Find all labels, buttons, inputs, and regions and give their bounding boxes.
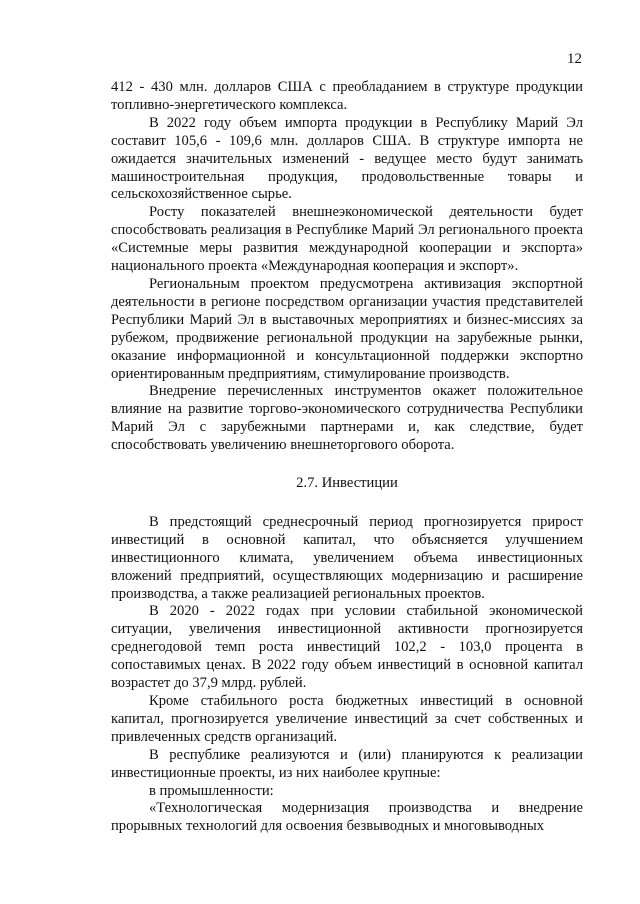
section-heading: 2.7. Инвестиции	[296, 475, 398, 492]
paragraph: В предстоящий среднесрочный период прогнозируется прирост инвестиций в основной капитал, что объясняется улучшением инвестиционного климата, увеличением объема инвестиционных вложений предприятий, осуществляющих модернизацию и расширение производства, а также реализацией региональных проектов.	[111, 513, 583, 602]
paragraph: В республике реализуются и (или) планируются к реализации инвестиционные проекты, из них наиболее крупные:	[111, 746, 583, 781]
paragraph: Внедрение перечисленных инструментов окажет положительное влияние на развитие торгово-экономического сотрудничества Республики Марий Эл с зарубежными партнерами и, как следствие, будет способствовать увеличению внешнеторгового оборота.	[111, 383, 583, 454]
paragraph: Кроме стабильного роста бюджетных инвестиций в основной капитал, прогнозируется увеличение инвестиций за счет собственных и привлеченных средств организаций.	[111, 693, 583, 745]
paragraph: В 2022 году объем импорта продукции в Республику Марий Эл составит 105,6 - 109,6 млн. долларов США. В структуре импорта не ожидается значительных изменений - ведущее место будут занимать машиностроительная продукция, продовольственные товары и сельскохозяйственное сырье.	[111, 114, 583, 203]
paragraph: Региональным проектом предусмотрена активизация экспортной деятельности в регионе посредством организации участия представителей Республики Марий Эл в выставочных мероприятиях и бизнес-миссиях за рубежом, продвижение региональной продукции на зарубежные рынки, оказание информационной и консультационной поддержки экспортно ориентированным предприятиям, стимулирование производств.	[111, 275, 583, 382]
paragraph: Росту показателей внешнеэкономической деятельности будет способствовать реализация в Республике Марий Эл регионального проекта «Системные меры развития международной кооперации и экспорта» национального проекта «Международная кооперация и экспорт».	[111, 204, 583, 275]
paragraph: «Технологическая модернизация производства и внедрение прорывных технологий для освоения безвыводных и многовыводных	[111, 800, 583, 835]
paragraph: в промышленности:	[149, 782, 274, 799]
page-number: 12	[567, 51, 582, 67]
paragraph: 412 - 430 млн. долларов США с преобладанием в структуре продукции топливно-энергетического комплекса.	[111, 79, 583, 113]
document-body	[111, 79, 583, 836]
paragraph: В 2020 - 2022 годах при условии стабильной экономической ситуации, увеличения инвестиционной активности прогнозируется среднегодовой темп роста инвестиций 102,2 - 103,0 процента в сопоставимых ценах. В 2022 году объем инвестиций в основной капитал возрастет до 37,9 млрд. рублей.	[111, 603, 583, 692]
